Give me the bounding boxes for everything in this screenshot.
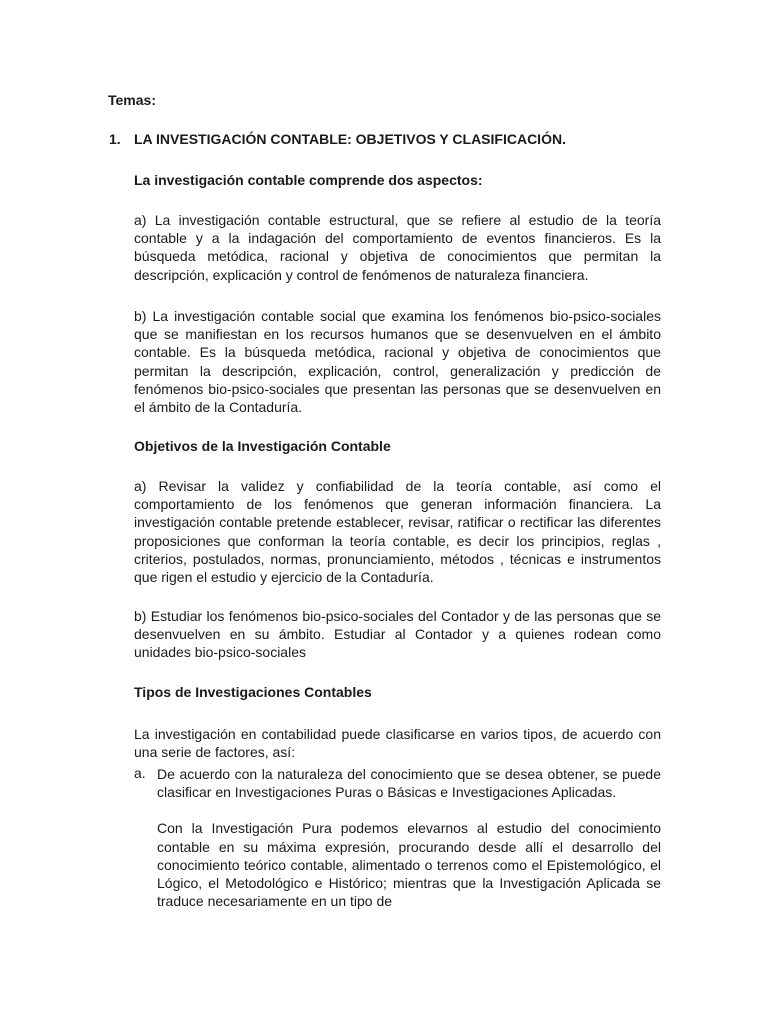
objective-a-paragraph: a) Revisar la validez y confiabilidad de la teoría contable, así como el comportamiento de los fenómenos que generan información financiera. La investigación contable pretende establecer, revisar, ratificar o rectificar las diferentes proposiciones que conforman la teoría contable, es decir los principios, reglas , criterios, postulados, normas, pronunciamiento, métodos , técnicas e instrumentos que rigen el estudio y ejercicio de la Contaduría. xyxy=(134,478,661,586)
types-intro-paragraph: La investigación en contabilidad puede clasificarse en varios tipos, de acuerdo con una serie de factores, así: xyxy=(134,726,661,761)
intro-heading: La investigación contable comprende dos aspectos: xyxy=(134,172,483,188)
type-a-text: De acuerdo con la naturaleza del conocimiento que se desea obtener, se puede clasificar en Investigaciones Puras o Básicas e Investigaciones Aplicadas. xyxy=(157,766,661,801)
section-title: LA INVESTIGACIÓN CONTABLE: OBJETIVOS Y CLASIFICACIÓN. xyxy=(134,131,566,147)
aspect-b-paragraph: b) La investigación contable social que examina los fenómenos bio-psico-sociales que se manifiestan en los recursos humanos que se desenvuelven en el ámbito contable. Es la búsqueda metódica, racional y objetiva de conocimientos que permitan la descripción, explicación, control, generalización y predicción de fenómenos bio-psico-sociales que presentan las personas que se desenvuelven en el ámbito de la Contaduría. xyxy=(134,308,661,416)
types-heading: Tipos de Investigaciones Contables xyxy=(134,684,372,700)
temas-label: Temas: xyxy=(108,92,156,108)
list-marker: a. xyxy=(134,765,146,781)
section-number: 1. xyxy=(109,131,121,147)
type-a-list-item xyxy=(134,765,661,910)
objective-b-paragraph: b) Estudiar los fenómenos bio-psico-sociales del Contador y de las personas que se desenvuelven en su ámbito. Estudiar al Contador y a quienes rodean como unidades bio-psico-sociales xyxy=(134,608,661,661)
aspect-a-paragraph: a) La investigación contable estructural, que se refiere al estudio de la teoría contable y a la indagación del comportamiento de eventos financieros. Es la búsqueda metódica, racional y objetiva de conocimientos que permitan la descripción, explicación y control de fenómenos de naturaleza financiera. xyxy=(134,212,661,283)
objectives-heading: Objetivos de la Investigación Contable xyxy=(134,438,391,454)
type-a-continuation: Con la Investigación Pura podemos elevarnos al estudio del conocimiento contable en su máxima expresión, procurando desde allí el desarrollo del conocimiento teórico contable, alimentado o terrenos como el Epistemológico, el Lógico, el Metodológico e Histórico; mientras que la Investigación Aplicada se traduce necesariamente en un tipo de xyxy=(157,820,661,910)
